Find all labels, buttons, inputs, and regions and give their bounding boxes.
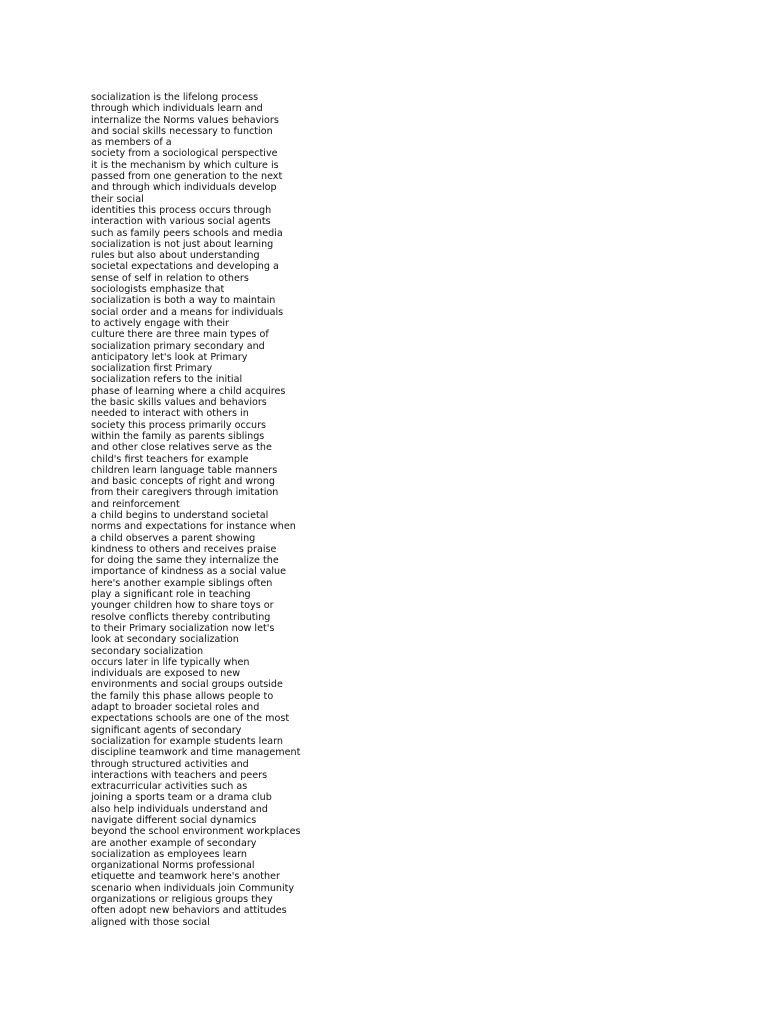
text-line: passed from one generation to the next: [91, 171, 283, 183]
text-line: socialization is the lifelong process: [91, 92, 259, 103]
text-line: the family this phase allows people to: [91, 690, 274, 702]
text-line: and through which individuals develop: [91, 182, 277, 194]
text-line: aligned with those social: [91, 916, 210, 928]
text-line: expectations schools are one of the most: [91, 713, 290, 725]
text-line: look at secondary socialization: [91, 634, 239, 646]
text-line: play a significant role in teaching: [91, 589, 251, 601]
text-line: socialization as employees learn: [91, 848, 247, 860]
text-line: occurs later in life typically when: [91, 656, 250, 668]
text-line: socialization for example students learn: [91, 735, 283, 747]
text-line: socialization refers to the initial: [91, 374, 243, 386]
text-line: socialization is both a way to maintain: [91, 295, 276, 307]
text-line: often adopt new behaviors and attitudes: [91, 905, 287, 917]
text-line: anticipatory let's look at Primary: [91, 351, 248, 363]
text-line: to actively engage with their: [91, 317, 229, 329]
text-line: etiquette and teamwork here's another: [91, 871, 280, 883]
text-line: to their Primary socialization now let's: [91, 622, 275, 634]
text-line: through which individuals learn and: [91, 103, 263, 115]
text-line: organizational Norms professional: [91, 860, 255, 872]
text-line: socialization first Primary: [91, 363, 213, 375]
text-line: interaction with various social agents: [91, 216, 271, 228]
text-line: through structured activities and: [91, 758, 249, 770]
text-line: joining a sports team or a drama club: [91, 792, 272, 804]
text-line: phase of learning where a child acquires: [91, 385, 286, 397]
text-line: internalize the Norms values behaviors: [91, 114, 279, 126]
text-line: child's first teachers for example: [91, 453, 249, 465]
text-line: beyond the school environment workplaces: [91, 826, 301, 838]
text-line: interactions with teachers and peers: [91, 769, 268, 781]
text-line: adapt to broader societal roles and: [91, 702, 260, 714]
text-line: within the family as parents siblings: [91, 430, 265, 442]
text-line: also help individuals understand and: [91, 803, 268, 815]
text-line: importance of kindness as a social value: [91, 566, 287, 578]
text-line: sense of self in relation to others: [91, 272, 249, 284]
text-line: sociologists emphasize that: [91, 284, 225, 296]
text-line: social order and a means for individuals: [91, 306, 284, 318]
text-line: identities this process occurs through: [91, 204, 272, 216]
text-line: resolve conflicts thereby contributing: [91, 611, 271, 623]
text-line: society this process primarily occurs: [91, 419, 267, 431]
text-line: it is the mechanism by which culture is: [91, 159, 279, 171]
text-line: kindness to others and receives praise: [91, 543, 277, 555]
transcript-text-block: [91, 92, 391, 928]
text-line: such as family peers schools and media: [91, 227, 283, 239]
text-line: the basic skills values and behaviors: [91, 397, 267, 409]
text-line: and other close relatives serve as the: [91, 442, 272, 454]
text-line: societal expectations and developing a: [91, 261, 279, 273]
text-line: discipline teamwork and time management: [91, 747, 301, 759]
text-line: here's another example siblings often: [91, 577, 273, 589]
text-line: extracurricular activities such as: [91, 781, 248, 793]
text-line: environments and social groups outside: [91, 679, 283, 691]
text-line: significant agents of secondary: [91, 724, 242, 736]
text-line: rules but also about understanding: [91, 250, 260, 262]
text-line: society from a sociological perspective: [91, 148, 278, 160]
text-line: and social skills necessary to function: [91, 125, 273, 137]
text-line: younger children how to share toys or: [91, 600, 274, 612]
text-line: a child begins to understand societal: [91, 509, 269, 521]
text-line: are another example of secondary: [91, 837, 257, 849]
text-line: children learn language table manners: [91, 464, 278, 476]
text-line: culture there are three main types of: [91, 329, 269, 341]
text-line: organizations or religious groups they: [91, 894, 273, 906]
text-line: needed to interact with others in: [91, 408, 249, 420]
text-line: individuals are exposed to new: [91, 668, 241, 680]
text-line: socialization is not just about learning: [91, 238, 274, 250]
text-line: scenario when individuals join Community: [91, 882, 295, 894]
text-line: a child observes a parent showing: [91, 532, 256, 544]
text-line: from their caregivers through imitation: [91, 487, 279, 499]
text-line: and basic concepts of right and wrong: [91, 476, 275, 488]
text-line: norms and expectations for instance when: [91, 521, 296, 533]
text-line: their social: [91, 193, 144, 205]
text-line: navigate different social dynamics: [91, 815, 257, 826]
text-line: and reinforcement: [91, 498, 180, 510]
text-line: socialization primary secondary and: [91, 340, 265, 352]
text-line: as members of a: [91, 137, 172, 149]
text-line: secondary socialization: [91, 645, 204, 657]
text-line: for doing the same they internalize the: [91, 555, 279, 567]
